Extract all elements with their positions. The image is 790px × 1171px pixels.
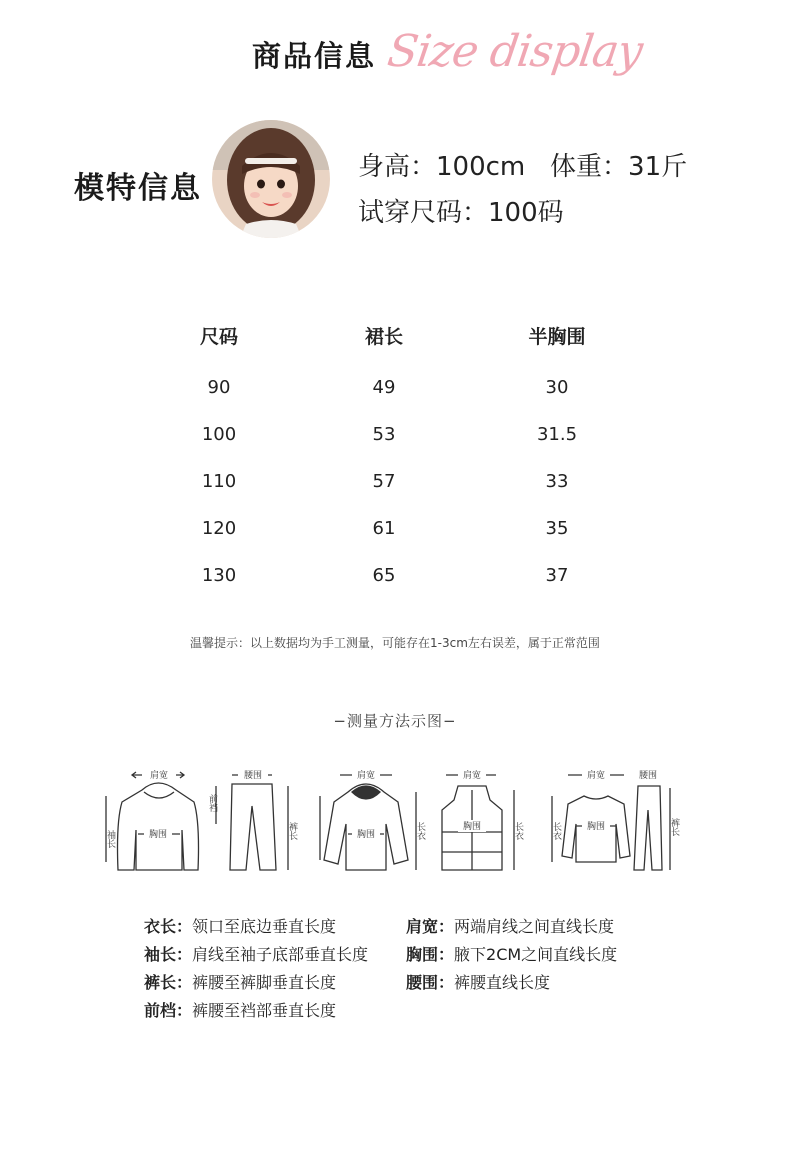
svg-text:肩宽: 肩宽 (356, 771, 376, 781)
table-header-skirt-length: 裙长 (364, 326, 403, 348)
table-cell: 57 (372, 471, 396, 492)
svg-text:长衣: 长衣 (551, 822, 561, 840)
table-cell: 90 (207, 377, 231, 398)
table-cell: 65 (372, 565, 396, 586)
legend-item: 肩宽：两端肩线之间直线长度 (406, 917, 615, 936)
svg-text:腰围: 腰围 (638, 771, 658, 781)
table-cell: 100 (201, 424, 237, 445)
model-info-label: 模特信息 (74, 171, 202, 206)
legend-item: 裤长：裤腰至裤脚垂直长度 (144, 973, 337, 992)
table-cell: 31.5 (536, 424, 578, 445)
table-cell: 61 (372, 518, 396, 539)
table-cell: 53 (372, 424, 396, 445)
section-title: 商品信息 (252, 39, 377, 73)
svg-text:胸围: 胸围 (586, 822, 606, 832)
table-cell: 30 (545, 377, 569, 398)
table-header-half-chest: 半胸围 (528, 326, 586, 348)
svg-text:袖长: 袖长 (105, 830, 115, 848)
measurement-note: 温馨提示：以上数据均为手工测量，可能存在1-3cm左右误差，属于正常范围 (190, 636, 600, 650)
table-cell: 37 (545, 565, 569, 586)
pants-diagram (207, 769, 298, 870)
table-cell: 33 (545, 471, 569, 492)
legend-item: 胸围：腋下2CM之间直线长度 (406, 945, 618, 964)
model-try-size: 试穿尺码：100码 (358, 198, 564, 228)
model-avatar (212, 120, 330, 238)
measurement-diagram (98, 762, 698, 880)
svg-text:裤长: 裤长 (669, 818, 679, 836)
svg-text:肩宽: 肩宽 (586, 771, 606, 781)
method-title-text: 测量方法示图 (346, 712, 443, 730)
svg-text:腰围: 腰围 (243, 771, 263, 781)
table-cell: 49 (372, 377, 396, 398)
legend-item: 衣长：领口至底边垂直长度 (144, 917, 337, 936)
svg-text:肩宽: 肩宽 (462, 771, 482, 781)
svg-text:长衣: 长衣 (513, 822, 523, 840)
table-header-size: 尺码 (199, 326, 238, 348)
model-height-weight (358, 146, 687, 183)
svg-text:胸围: 胸围 (356, 830, 376, 840)
svg-text:肩宽: 肩宽 (149, 771, 169, 781)
table-cell: 35 (545, 518, 569, 539)
svg-text:胸围: 胸围 (462, 822, 482, 832)
method-title (0, 710, 790, 731)
title-dash-right: − (443, 712, 457, 730)
table-cell: 130 (201, 565, 237, 586)
legend-item: 腰围：裤腰直线长度 (406, 973, 551, 992)
table-cell: 120 (201, 518, 237, 539)
model-weight: 体重：31斤 (550, 152, 688, 182)
title-dash-left: − (333, 712, 347, 730)
legend-item: 前档：裤腰至裆部垂直长度 (144, 1001, 337, 1020)
section-subtitle: Size display (384, 26, 646, 77)
sweater-set-diagram (551, 769, 680, 870)
svg-text:裤长: 裤长 (287, 822, 297, 840)
hooded-sweatshirt-diagram (320, 769, 426, 870)
hoodie-diagram (105, 769, 199, 870)
table-cell: 110 (201, 471, 237, 492)
svg-text:前裆: 前裆 (207, 794, 217, 812)
svg-text:胸围: 胸围 (148, 830, 168, 840)
vest-diagram (442, 769, 524, 870)
model-height: 身高：100cm (358, 152, 526, 182)
legend-item: 袖长：肩线至袖子底部垂直长度 (144, 945, 369, 964)
svg-text:长衣: 长衣 (415, 822, 425, 840)
